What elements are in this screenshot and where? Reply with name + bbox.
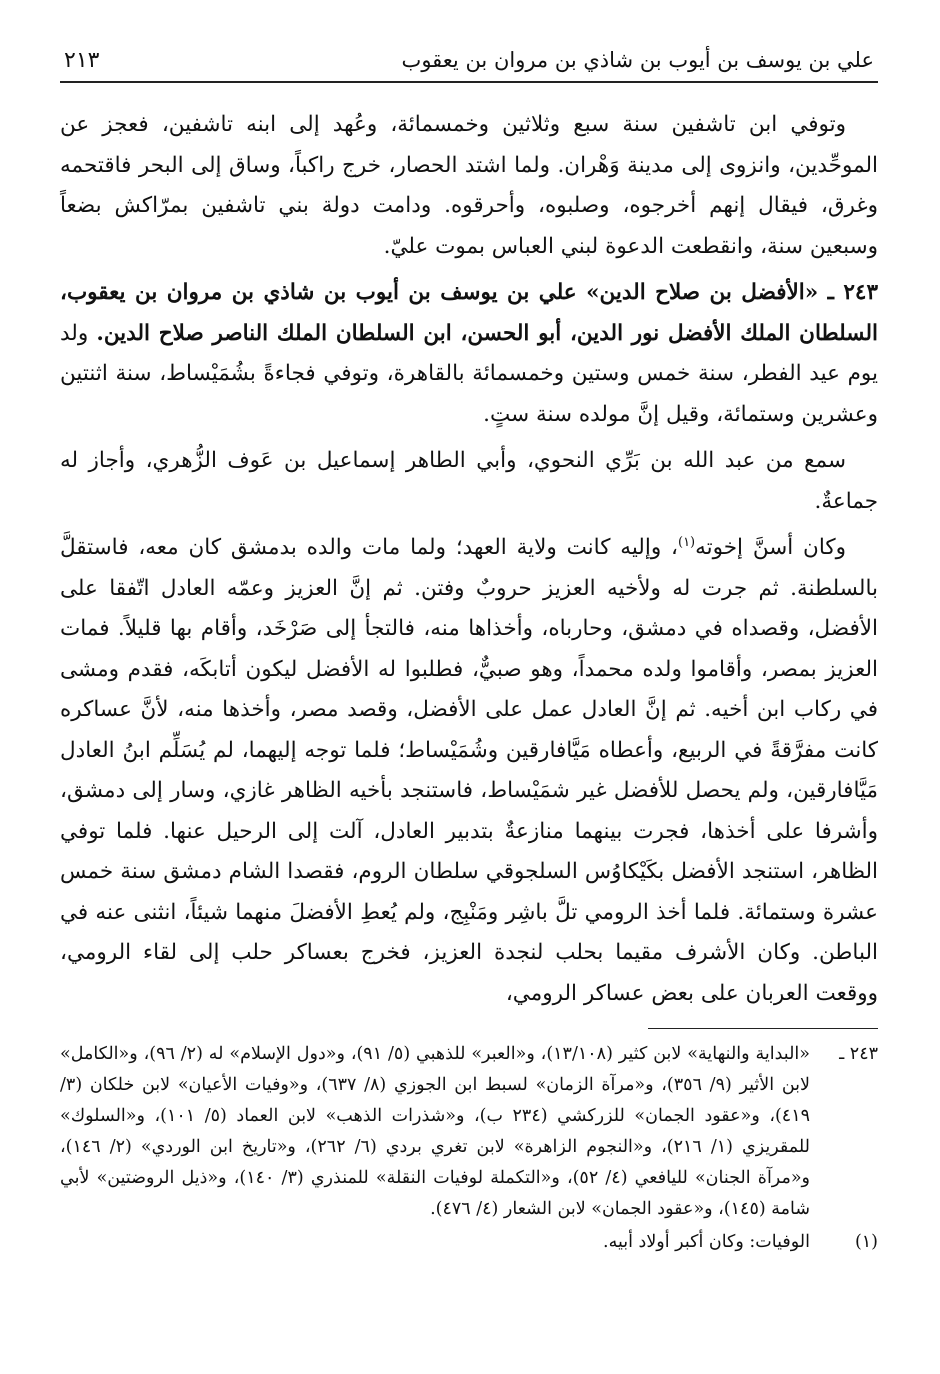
paragraph-biography (60, 528, 878, 1014)
footnote-label: ٢٤٣ ـ (839, 1044, 878, 1064)
paragraph-ibn-tashfin: وتوفي ابن تاشفين سنة سبع وثلاثين وخمسمائة، وعُهد إلى ابنه تاشفين، فعجز عن الموحِّدين، وانزوى إلى مدينة وَهْران. ولما اشتد الحصار، خرج راكباً، وساق إلى البحر فاقتحمه وغرق، فيقال إنهم أخرجوه، وصلبوه، وأحرقوه. ودامت دولة بني تاشفين بمرّاكش بضعاً وسبعين سنة، وانقطعت الدعوة لبني العباس بموت عليّ. (60, 112, 878, 259)
running-title: علي بن يوسف بن أيوب بن شاذي بن مروان بن يعقوب (401, 48, 874, 72)
footnote-sources-243 (60, 1039, 878, 1225)
running-header (60, 48, 878, 83)
paragraph-teachers: سمع من عبد الله بن بَرِّي النحوي، وأبي الطاهر إسماعيل بن عَوف الزُّهري، وأجاز له جماعةٌ. (60, 448, 878, 514)
footnote-reference[interactable]: (١) (677, 534, 696, 550)
footnote-text: الوفيات: وكان أكبر أولاد أبيه. (603, 1232, 810, 1252)
footnote-text: «البداية والنهاية» لابن كثير (١٣/١٠٨)، و«العبر» للذهبي (٥/ ٩١)، و«دول الإسلام» له (٢/ ٩٦)، و«الكامل» لابن الأثير (٩/ ٣٥٦)، و«مرآة الزمان» لسبط ابن الجوزي (٨/ ٦٣٧)، و«وفيات الأعيان» لابن خلكان (٣/ ٤١٩)، و«عقود الجمان» للزركشي (٢٣٤ ب)، و«شذرات الذهب» لابن العماد (٥/ ١٠١)، و«السلوك» للمقريزي (١/ ٢١٦)، و«النجوم الزاهرة» لابن تغري بردي (٦/ ٢٦٢)، و«تاريخ ابن الوردي» (٢/ ١٤٦)، و«مرآة الجنان» لليافعي (٤/ ٥٢)، و«التكملة لوفيات النقلة» للمنذري (٣/ ١٤٠)، و«ذيل الروضتين» لأبي شامة (١٤٥)، و«عقود الجمان» لابن الشعار (٤/ ٤٧٦). (60, 1044, 810, 1219)
footnote-label: (١) (854, 1232, 878, 1252)
book-page (60, 48, 878, 1354)
entry-heading: ٢٤٣ ـ «الأفضل بن صلاح الدين» علي بن يوسف بن أيوب بن شاذي بن مروان بن يعقوب، السلطان الملك الأفضل نور الدين، أبو الحسن، ابن السلطان الملك الناصر صلاح الدين. (60, 280, 878, 346)
footnote-divider (648, 1028, 878, 1029)
footnotes (60, 1039, 878, 1258)
main-text (60, 105, 878, 1014)
paragraph-rest: ، وإليه كانت ولاية العهد؛ ولما مات والده بدمشق كان معه، فاستقلَّ بالسلطنة. ثم جرت له ولأخيه العزيز حروبٌ وفتن. ثم إنَّ العزيز وعمّه العادل اتّفقا على الأفضل، وقصداه في دمشق، وحارباه، وأخذاها منه، فالتجأ إلى صَرْخَد، وأقام بها قليلاً. فمات العزيز بمصر، وأقاموا ولده محمداً، وهو صبيٌّ، فطلبوا له الأفضل ليكون أتابكَه، فقدم ومشى في ركاب ابن أخيه. ثم إنَّ العادل عمل على الأفضل، وقصد مصر، وأخذها منه، لأنَّ عساكره كانت مفرَّقةً في الربيع، وأعطاه مَيَّافارقين وشُمَيْساط؛ فلما توجه إليهما، لم يُسَلِّم ابنُ العادل مَيَّافارقين، ولم يحصل للأفضل غير شمَيْساط، فاستنجد بأخيه الظاهر غازي، وسار إلى دمشق، وأشرفا على أخذها، فجرت بينهما منازعةٌ بتدبير العادل، آلت إلى الرحيل عنها. فلما توفي الظاهر، استنجد الأفضل بكَيْكاوُس السلجوقي سلطان الروم، فقصدا الشام دمشق سنة خمس عشرة وستمائة. فلما أخذ الرومي تلَّ باشِر ومَنْبِج، ولم يُعطِ الأفضلَ منهما شيئاً، انثنى عنه في الباطن. وكان الأشرف مقيما بحلب لنجدة العزيز، فخرج بعساكر حلب إلى لقاء الرومي، ووقعت العربان على بعض عساكر الرومي، (60, 535, 878, 1006)
footnote-1 (60, 1227, 878, 1258)
biography-entry-243 (60, 273, 878, 435)
paragraph-start: وكان أسنَّ إخوته (695, 535, 846, 560)
page-number: ٢١٣ (64, 48, 100, 73)
entry-birth-death: ولد يوم عيد الفطر، سنة خمس وستين وخمسمائة بالقاهرة، وتوفي فجاءةً بشُمَيْساط، سنة اثنتين وعشرين وستمائة، وقيل إنَّ مولده سنة ستٍ. (60, 320, 878, 427)
